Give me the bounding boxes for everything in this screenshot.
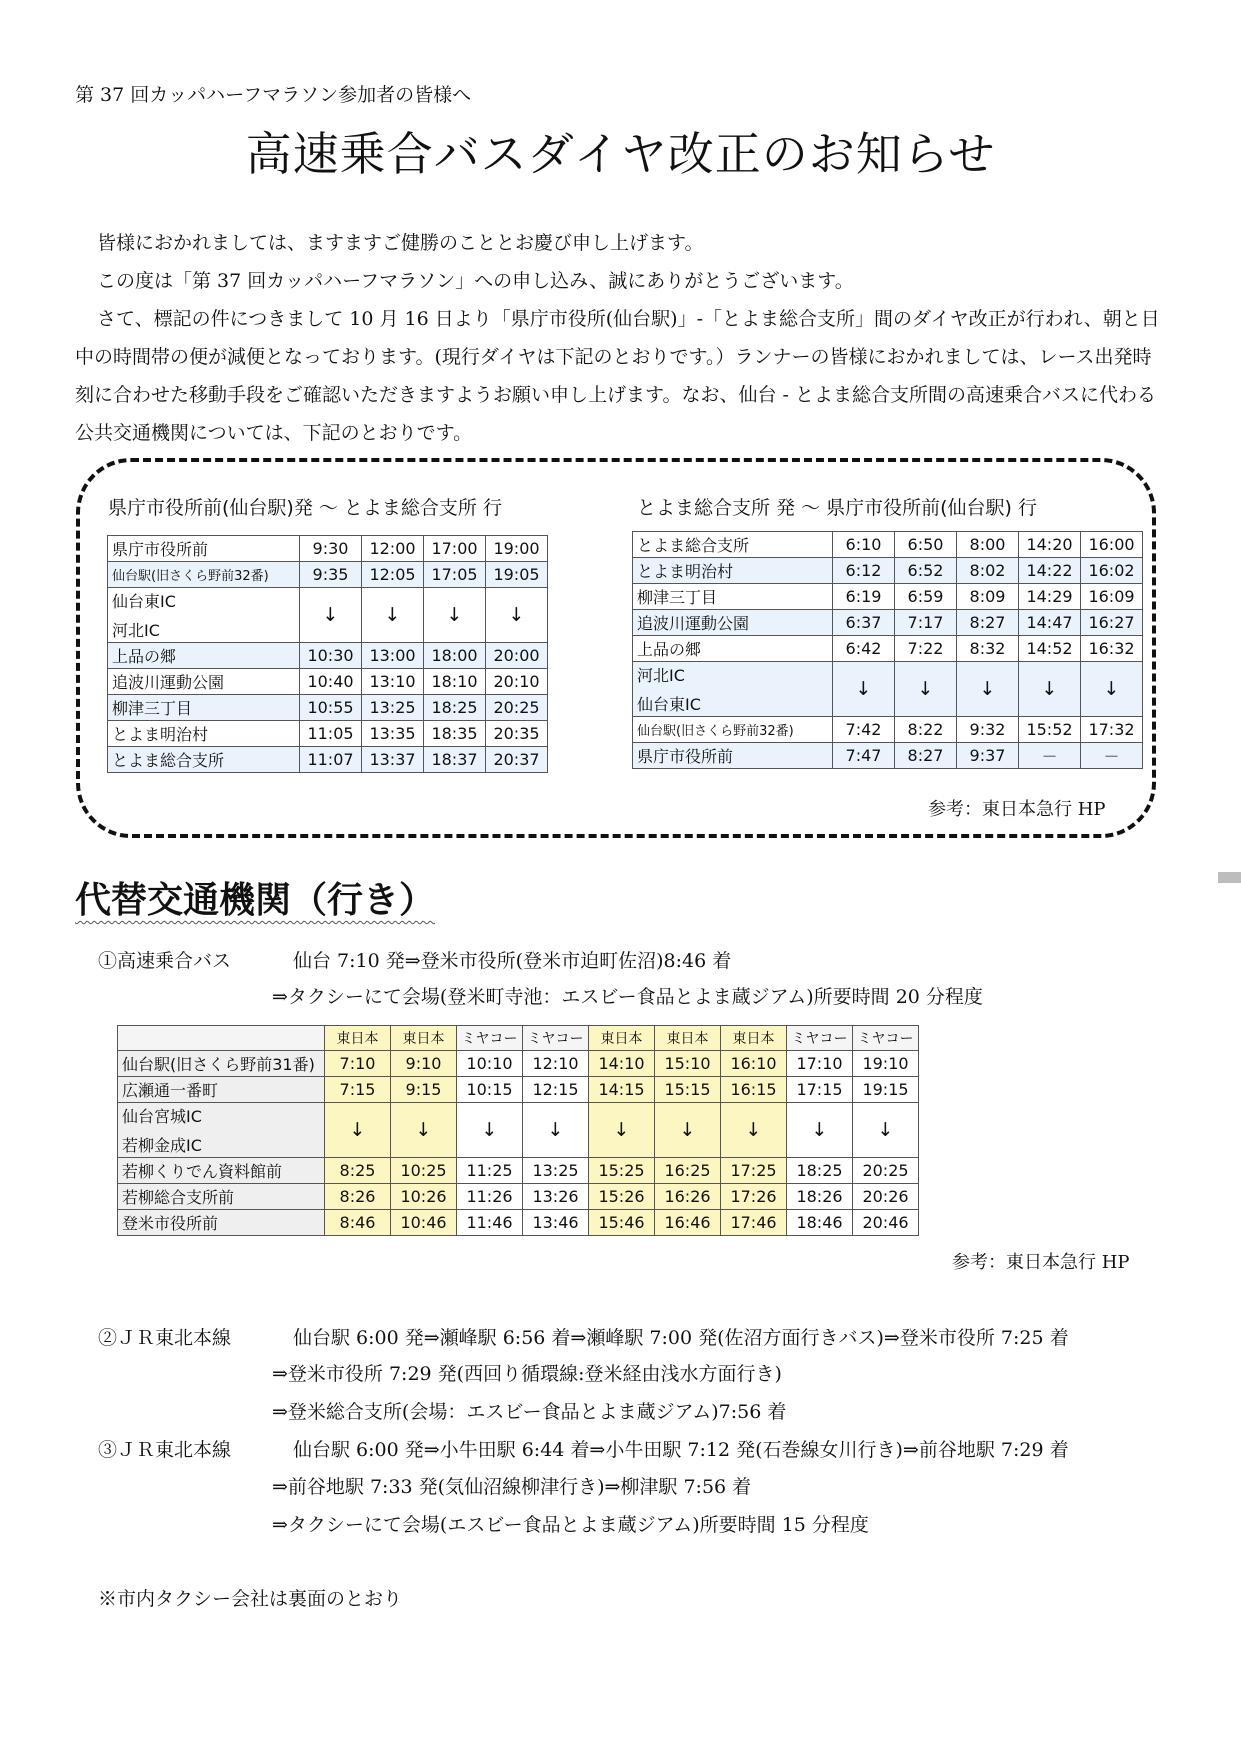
stop-name: とよま明治村 (633, 558, 833, 584)
time-cell: 6:19 (833, 584, 895, 610)
table-row (108, 643, 548, 669)
time-cell: 8:27 (957, 610, 1019, 636)
time-cell: 16:27 (1081, 610, 1143, 636)
scroll-marker[interactable] (1218, 872, 1241, 883)
table-row (633, 717, 1143, 743)
time-cell: 14:47 (1019, 610, 1081, 636)
operator-cell: ミヤコー (853, 1026, 919, 1051)
table-row (118, 1210, 919, 1236)
time-cell: 20:25 (853, 1158, 919, 1184)
time-cell: 8:26 (325, 1184, 391, 1210)
table-row (108, 721, 548, 747)
route2-line2: ⇒登米市役所 7:29 発(西回り循環線:登米経由浅水方面行き) (272, 1363, 782, 1385)
time-cell: 13:10 (362, 669, 424, 695)
time-cell: ↓ (1019, 662, 1081, 717)
time-cell: － (1019, 743, 1081, 769)
header-row (118, 1026, 919, 1051)
stop-name-line: 仙台東IC (112, 592, 176, 611)
stop-name: 上品の郷 (633, 636, 833, 662)
time-cell: 18:37 (424, 747, 486, 773)
section-heading: 代替交通機関（行き） (75, 880, 436, 921)
route2-label: ②ＪＲ東北本線 (98, 1327, 232, 1349)
time-cell: 7:17 (895, 610, 957, 636)
time-cell: 9:15 (391, 1077, 457, 1103)
footnote: ※市内タクシー会社は裏面のとおり (98, 1588, 403, 1610)
stop-name: 柳津三丁目 (108, 695, 300, 721)
time-cell: 20:35 (486, 721, 548, 747)
stop-name (108, 588, 300, 643)
table-row (108, 747, 548, 773)
stop-name: 登米市役所前 (118, 1210, 325, 1236)
time-cell: 17:46 (721, 1210, 787, 1236)
stop-name (118, 1103, 325, 1158)
time-cell: － (1081, 743, 1143, 769)
time-cell: 8:32 (957, 636, 1019, 662)
table-row (118, 1184, 919, 1210)
header-blank-cell (118, 1026, 325, 1051)
time-cell: 20:37 (486, 747, 548, 773)
time-cell: 14:52 (1019, 636, 1081, 662)
time-cell: 6:12 (833, 558, 895, 584)
time-cell: 20:26 (853, 1184, 919, 1210)
right-table-caption: とよま総合支所 発 ～ 県庁市役所前(仙台駅) 行 (637, 497, 1037, 519)
table-row (118, 1103, 919, 1158)
stop-name: 仙台駅(旧さくら野前31番) (118, 1051, 325, 1077)
time-cell: 20:25 (486, 695, 548, 721)
time-cell: 17:32 (1081, 717, 1143, 743)
thanks-line: この度は「第 37 回カッパハーフマラソン」への申し込み、誠にありがとうございます。 (97, 270, 854, 292)
time-cell: 14:15 (589, 1077, 655, 1103)
time-cell: 7:22 (895, 636, 957, 662)
table-row (118, 1077, 919, 1103)
time-cell: 8:22 (895, 717, 957, 743)
table-row (633, 532, 1143, 558)
operator-cell: ミヤコー (523, 1026, 589, 1051)
time-cell: ↓ (787, 1103, 853, 1158)
stop-name: 追波川運動公園 (633, 610, 833, 636)
route2-line3: ⇒登米総合支所(会場：エスビー食品とよま蔵ジアム)7:56 着 (272, 1401, 787, 1423)
route1-line2: ⇒タクシーにて会場(登米町寺池：エスビー食品とよま蔵ジアム)所要時間 20 分程度 (272, 986, 983, 1008)
time-cell: 15:26 (589, 1184, 655, 1210)
time-cell: 17:10 (787, 1051, 853, 1077)
time-cell: 8:00 (957, 532, 1019, 558)
time-cell: ↓ (457, 1103, 523, 1158)
table-row (108, 562, 548, 588)
time-cell: 7:47 (833, 743, 895, 769)
time-cell: 15:25 (589, 1158, 655, 1184)
intro-paragraph (75, 224, 1170, 452)
timetable-alternative-bus (117, 1025, 919, 1236)
time-cell: 10:10 (457, 1051, 523, 1077)
time-cell: ↓ (325, 1103, 391, 1158)
time-cell: ↓ (655, 1103, 721, 1158)
time-cell: 16:25 (655, 1158, 721, 1184)
table-row (108, 669, 548, 695)
time-cell: ↓ (589, 1103, 655, 1158)
stop-name: 若柳くりでん資料館前 (118, 1158, 325, 1184)
time-cell: 6:42 (833, 636, 895, 662)
time-cell: 10:40 (300, 669, 362, 695)
route3-line2: ⇒前谷地駅 7:33 発(気仙沼線柳津行き)⇒柳津駅 7:56 着 (272, 1476, 752, 1498)
time-cell: 6:50 (895, 532, 957, 558)
stop-name: 追波川運動公園 (108, 669, 300, 695)
time-cell: 12:05 (362, 562, 424, 588)
time-cell: 18:26 (787, 1184, 853, 1210)
time-cell: 16:00 (1081, 532, 1143, 558)
operator-cell: ミヤコー (787, 1026, 853, 1051)
route3-line3: ⇒タクシーにて会場(エスビー食品とよま蔵ジアム)所要時間 15 分程度 (272, 1514, 869, 1536)
timetable-sendai-to-toyoma (107, 535, 548, 773)
time-cell: 8:02 (957, 558, 1019, 584)
stop-name: 若柳総合支所前 (118, 1184, 325, 1210)
time-cell: 15:52 (1019, 717, 1081, 743)
operator-cell: 東日本 (325, 1026, 391, 1051)
stop-name: 柳津三丁目 (633, 584, 833, 610)
time-cell: 20:46 (853, 1210, 919, 1236)
route3-label: ③ＪＲ東北本線 (98, 1439, 232, 1461)
time-cell: 17:00 (424, 536, 486, 562)
time-cell: 19:05 (486, 562, 548, 588)
time-cell: ↓ (391, 1103, 457, 1158)
time-cell: 16:09 (1081, 584, 1143, 610)
time-cell: ↓ (833, 662, 895, 717)
operator-cell: 東日本 (721, 1026, 787, 1051)
notice-text: さて、標記の件につきまして 10 月 16 日より「県庁市役所(仙台駅)」-「とよま総合支所」間のダイヤ改正が行われ、朝と日中の時間帯の便が減便となっております。(現行ダイヤは下記のとおりです。）ランナーの皆様におかれましては、レース出発時刻に合わせた移動手段をご確認いただきますようお願い申し上げます。なお、仙台 - とよま総合支所間の高速乗合バスに代わる公共交通機関については、下記のとおりです。 (75, 308, 1160, 444)
time-cell: 14:22 (1019, 558, 1081, 584)
time-cell: 10:26 (391, 1184, 457, 1210)
time-cell: 13:46 (523, 1210, 589, 1236)
time-cell: ↓ (300, 588, 362, 643)
time-cell: 12:10 (523, 1051, 589, 1077)
time-cell: 12:15 (523, 1077, 589, 1103)
reference-note-1: 参考：東日本急行 HP (928, 799, 1106, 820)
time-cell: 15:46 (589, 1210, 655, 1236)
time-cell: 17:15 (787, 1077, 853, 1103)
reference-note-2: 参考：東日本急行 HP (952, 1252, 1130, 1273)
time-cell: 16:26 (655, 1184, 721, 1210)
time-cell: 15:10 (655, 1051, 721, 1077)
operator-cell: 東日本 (655, 1026, 721, 1051)
stop-name-line: 若柳金成IC (122, 1136, 202, 1155)
time-cell: 7:10 (325, 1051, 391, 1077)
time-cell: 9:10 (391, 1051, 457, 1077)
time-cell: ↓ (721, 1103, 787, 1158)
stop-name-line: 河北IC (112, 621, 160, 640)
stop-name: 県庁市役所前 (108, 536, 300, 562)
stop-name-line: 仙台東IC (637, 695, 701, 714)
timetable-toyoma-to-sendai (632, 531, 1143, 769)
operator-cell: ミヤコー (457, 1026, 523, 1051)
time-cell: 16:32 (1081, 636, 1143, 662)
time-cell: 10:30 (300, 643, 362, 669)
route2-line1: 仙台駅 6:00 発⇒瀬峰駅 6:56 着⇒瀬峰駅 7:00 発(佐沼方面行きバス)⇒登米市役所 7:25 着 (293, 1327, 1069, 1349)
table-row (108, 588, 548, 643)
time-cell: 13:26 (523, 1184, 589, 1210)
time-cell: 16:15 (721, 1077, 787, 1103)
time-cell: 18:00 (424, 643, 486, 669)
time-cell: 6:37 (833, 610, 895, 636)
time-cell: 13:25 (523, 1158, 589, 1184)
time-cell: 13:37 (362, 747, 424, 773)
time-cell: 9:37 (957, 743, 1019, 769)
time-cell: 11:26 (457, 1184, 523, 1210)
time-cell: 10:25 (391, 1158, 457, 1184)
time-cell: ↓ (424, 588, 486, 643)
table-row (108, 536, 548, 562)
time-cell: 6:59 (895, 584, 957, 610)
time-cell: 11:46 (457, 1210, 523, 1236)
time-cell: 19:10 (853, 1051, 919, 1077)
time-cell: 17:25 (721, 1158, 787, 1184)
time-cell: 14:29 (1019, 584, 1081, 610)
time-cell: 10:46 (391, 1210, 457, 1236)
table-row (633, 584, 1143, 610)
route1-line1: 仙台 7:10 発⇒登米市役所(登米市迫町佐沼)8:46 着 (293, 950, 732, 972)
time-cell: 18:35 (424, 721, 486, 747)
table-row (633, 558, 1143, 584)
stop-name-line: 仙台宮城IC (122, 1107, 202, 1126)
time-cell: ↓ (957, 662, 1019, 717)
time-cell: 8:27 (895, 743, 957, 769)
time-cell: 7:42 (833, 717, 895, 743)
time-cell: 9:30 (300, 536, 362, 562)
time-cell: ↓ (362, 588, 424, 643)
stop-name: 仙台駅(旧さくら野前32番) (108, 562, 300, 588)
stop-name: 広瀬通一番町 (118, 1077, 325, 1103)
page-title: 高速乗合バスダイヤ改正のお知らせ (245, 127, 996, 181)
greeting-line: 皆様におかれましては、ますますご健勝のこととお慶び申し上げます。 (97, 232, 704, 254)
time-cell: 15:15 (655, 1077, 721, 1103)
time-cell: 17:05 (424, 562, 486, 588)
stop-name: とよま明治村 (108, 721, 300, 747)
time-cell: 19:15 (853, 1077, 919, 1103)
time-cell: 20:10 (486, 669, 548, 695)
time-cell: ↓ (486, 588, 548, 643)
time-cell: 10:55 (300, 695, 362, 721)
time-cell: 18:25 (424, 695, 486, 721)
time-cell: 18:25 (787, 1158, 853, 1184)
table-row (633, 610, 1143, 636)
table-row (118, 1158, 919, 1184)
time-cell: ↓ (853, 1103, 919, 1158)
time-cell: 16:10 (721, 1051, 787, 1077)
stop-name: 仙台駅(旧さくら野前32番) (633, 717, 833, 743)
stop-name: 県庁市役所前 (633, 743, 833, 769)
time-cell: 9:35 (300, 562, 362, 588)
time-cell: ↓ (1081, 662, 1143, 717)
route3-line1: 仙台駅 6:00 発⇒小牛田駅 6:44 着⇒小牛田駅 7:12 発(石巻線女川行き)⇒前谷地駅 7:29 着 (293, 1439, 1069, 1461)
addressee: 第 37 回カッパハーフマラソン参加者の皆様へ (75, 84, 472, 106)
time-cell: 9:32 (957, 717, 1019, 743)
time-cell: 11:07 (300, 747, 362, 773)
time-cell: 11:25 (457, 1158, 523, 1184)
time-cell: 19:00 (486, 536, 548, 562)
time-cell: ↓ (523, 1103, 589, 1158)
time-cell: 13:00 (362, 643, 424, 669)
stop-name (633, 662, 833, 717)
time-cell: 6:52 (895, 558, 957, 584)
table-row (118, 1051, 919, 1077)
operator-cell: 東日本 (589, 1026, 655, 1051)
time-cell: 13:25 (362, 695, 424, 721)
time-cell: 20:00 (486, 643, 548, 669)
time-cell: 8:25 (325, 1158, 391, 1184)
time-cell: 7:15 (325, 1077, 391, 1103)
table-row (633, 636, 1143, 662)
table-row (633, 662, 1143, 717)
time-cell: 16:46 (655, 1210, 721, 1236)
time-cell: 6:10 (833, 532, 895, 558)
stop-name: とよま総合支所 (108, 747, 300, 773)
time-cell: 18:46 (787, 1210, 853, 1236)
time-cell: 11:05 (300, 721, 362, 747)
time-cell: 14:20 (1019, 532, 1081, 558)
time-cell: 16:02 (1081, 558, 1143, 584)
stop-name: 上品の郷 (108, 643, 300, 669)
operator-cell: 東日本 (391, 1026, 457, 1051)
stop-name: とよま総合支所 (633, 532, 833, 558)
stop-name-line: 河北IC (637, 666, 685, 685)
time-cell: 13:35 (362, 721, 424, 747)
time-cell: 8:09 (957, 584, 1019, 610)
time-cell: 10:15 (457, 1077, 523, 1103)
left-table-caption: 県庁市役所前(仙台駅)発 ～ とよま総合支所 行 (108, 497, 502, 519)
time-cell: 8:46 (325, 1210, 391, 1236)
time-cell: 18:10 (424, 669, 486, 695)
route1-label: ①高速乗合バス (98, 950, 232, 972)
time-cell: ↓ (895, 662, 957, 717)
time-cell: 14:10 (589, 1051, 655, 1077)
table-row (633, 743, 1143, 769)
table-row (108, 695, 548, 721)
time-cell: 17:26 (721, 1184, 787, 1210)
time-cell: 12:00 (362, 536, 424, 562)
